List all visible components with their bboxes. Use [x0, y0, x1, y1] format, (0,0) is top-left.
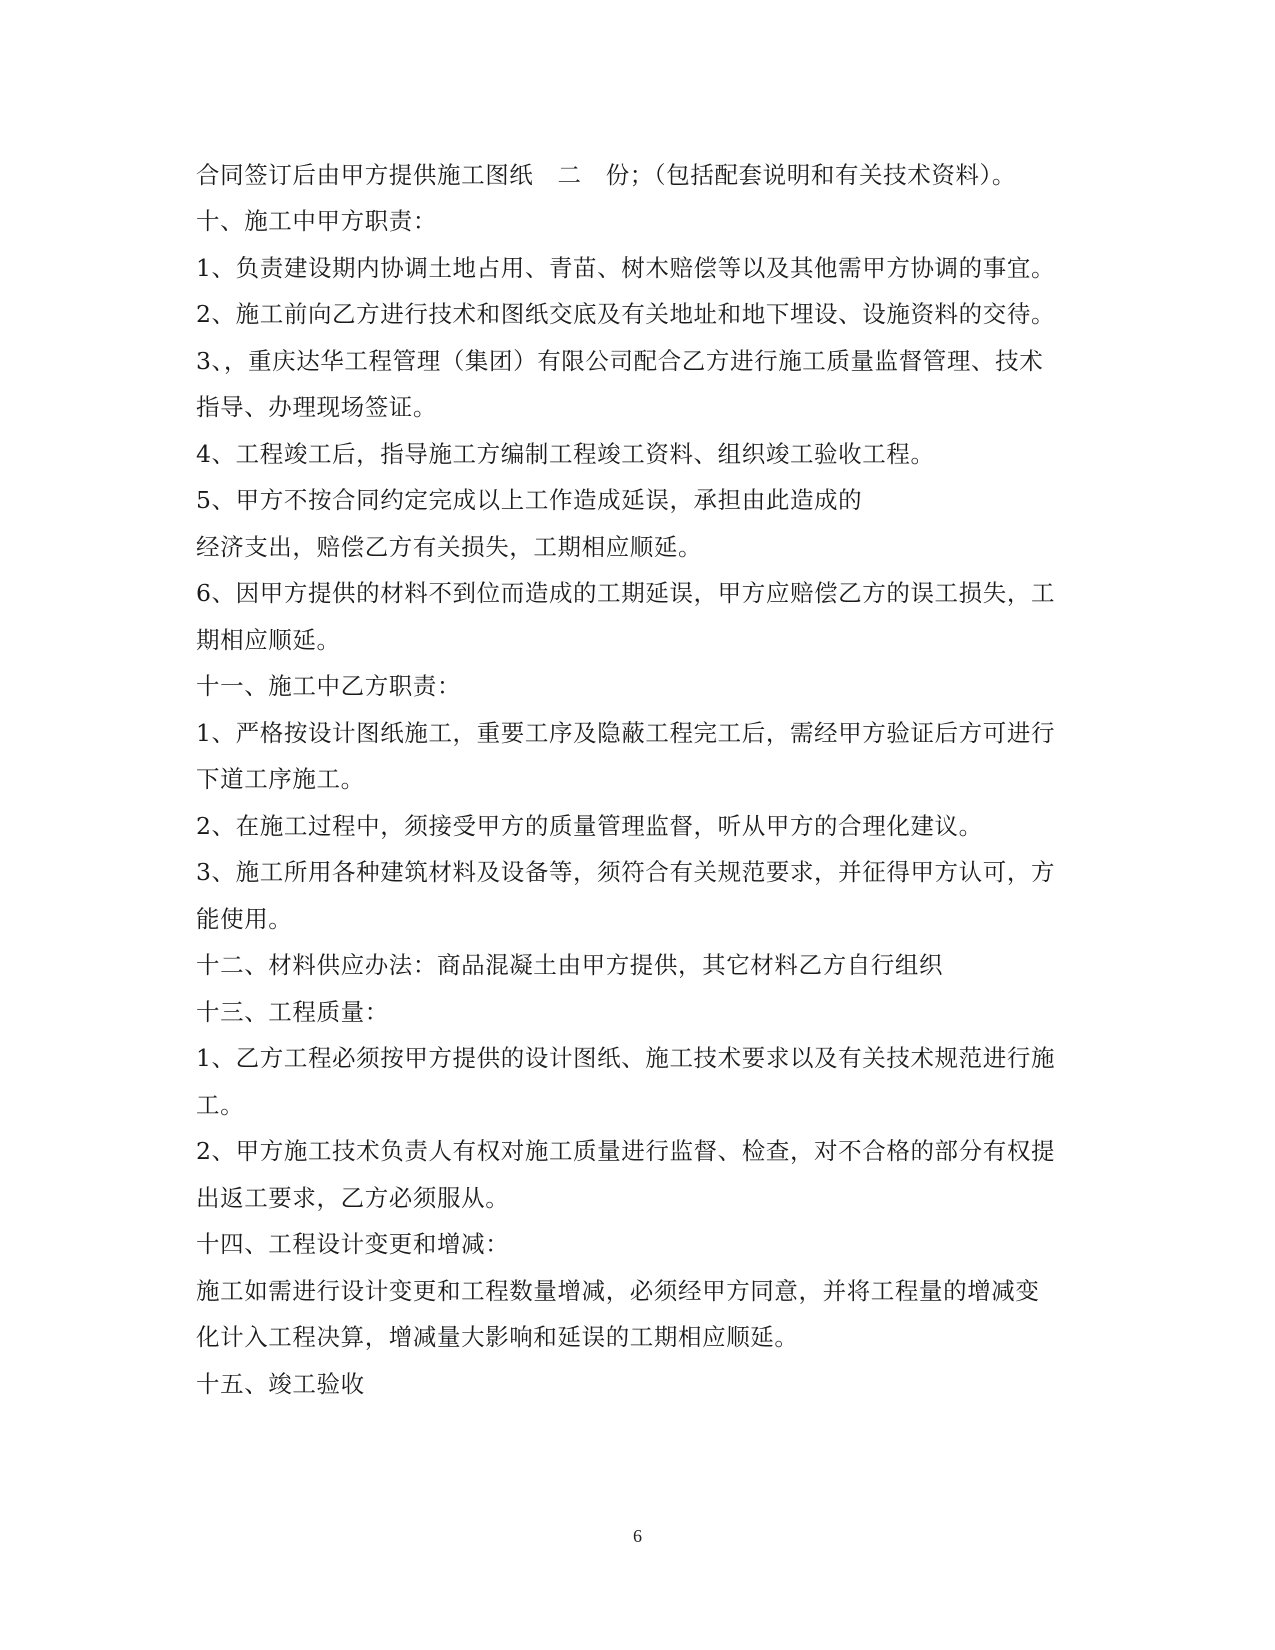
section-heading: 十五、竣工验收: [196, 1370, 365, 1398]
text-line: 经济支出，赔偿乙方有关损失，工期相应顺延。: [196, 533, 703, 561]
page-number: 6: [633, 1526, 642, 1546]
section-heading: 十三、工程质量：: [196, 998, 389, 1026]
text-line: 3、，重庆达华工程管理（集团）有限公司配合乙方进行施工质量监督管理、技术: [196, 347, 1044, 375]
text-line: 1、严格按设计图纸施工，重要工序及隐蔽工程完工后，需经甲方验证后方可进行: [196, 719, 1056, 747]
text-line: 指导、办理现场签证。: [196, 393, 437, 421]
section-heading: 十、施工中甲方职责：: [196, 207, 437, 235]
text-line: 下道工序施工。: [196, 765, 365, 793]
text-line: 能使用。: [196, 905, 293, 933]
text-line: 3、施工所用各种建筑材料及设备等，须符合有关规范要求，并征得甲方认可，方: [196, 858, 1056, 886]
text-line: 2、甲方施工技术负责人有权对施工质量进行监督、检查，对不合格的部分有权提: [196, 1137, 1056, 1165]
text-line: 期相应顺延。: [196, 626, 341, 654]
text-line: 工。: [196, 1091, 245, 1119]
section-heading: 十二、材料供应办法：商品混凝土由甲方提供，其它材料乙方自行组织: [196, 951, 944, 979]
text-line: 化计入工程决算，增减量大影响和延误的工期相应顺延。: [196, 1323, 799, 1351]
text-line: 2、施工前向乙方进行技术和图纸交底及有关地址和地下埋设、设施资料的交待。: [196, 300, 1056, 328]
text-line: 出返工要求，乙方必须服从。: [196, 1184, 510, 1212]
text-line: 1、负责建设期内协调土地占用、青苗、树木赔偿等以及其他需甲方协调的事宜。: [196, 254, 1056, 282]
section-heading: 十四、工程设计变更和增减：: [196, 1230, 510, 1258]
text-line: 2、在施工过程中，须接受甲方的质量管理监督，听从甲方的合理化建议。: [196, 812, 983, 840]
text-line: 施工如需进行设计变更和工程数量增减，必须经甲方同意，并将工程量的增减变: [196, 1277, 1040, 1305]
text-line: 1、乙方工程必须按甲方提供的设计图纸、施工技术要求以及有关技术规范进行施: [196, 1044, 1056, 1072]
text-line: 4、工程竣工后，指导施工方编制工程竣工资料、组织竣工验收工程。: [196, 440, 935, 468]
text-line: 6、因甲方提供的材料不到位而造成的工期延误，甲方应赔偿乙方的误工损失，工: [196, 579, 1056, 607]
text-line: 5、甲方不按合同约定完成以上工作造成延误，承担由此造成的: [196, 486, 863, 514]
text-line: 合同签订后由甲方提供施工图纸 二 份；（包括配套说明和有关技术资料）。: [196, 161, 1016, 189]
section-heading: 十一、施工中乙方职责：: [196, 672, 462, 700]
